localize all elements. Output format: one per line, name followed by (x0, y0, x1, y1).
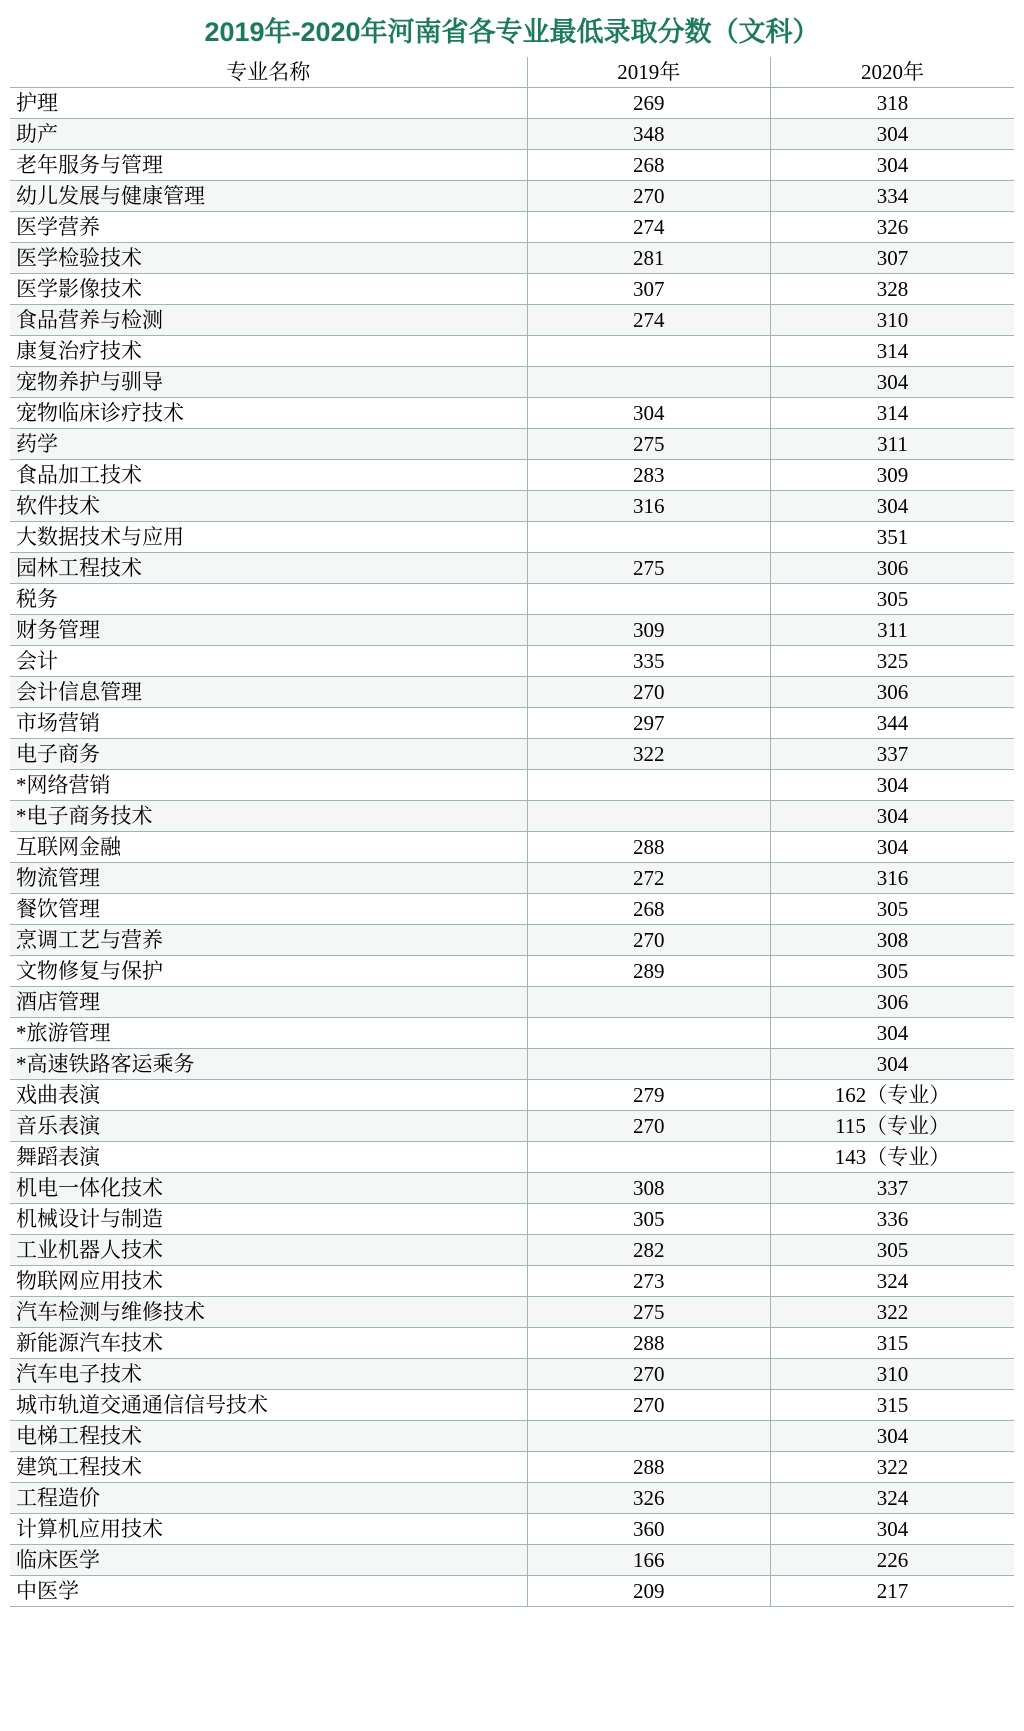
cell-major-name: 康复治疗技术 (10, 336, 527, 367)
cell-major-name: 烹调工艺与营养 (10, 925, 527, 956)
table-header (10, 57, 1014, 88)
cell-major-name: 电梯工程技术 (10, 1421, 527, 1452)
cell-score-2020: 226 (771, 1545, 1014, 1576)
cell-score-2020: 315 (771, 1390, 1014, 1421)
cell-major-name: 市场营销 (10, 708, 527, 739)
cell-score-2019 (527, 336, 770, 367)
cell-major-name: 汽车电子技术 (10, 1359, 527, 1390)
cell-major-name: 计算机应用技术 (10, 1514, 527, 1545)
cell-score-2020: 304 (771, 801, 1014, 832)
cell-major-name: 机械设计与制造 (10, 1204, 527, 1235)
cell-major-name: 医学影像技术 (10, 274, 527, 305)
table-row (10, 460, 1014, 491)
cell-major-name: 大数据技术与应用 (10, 522, 527, 553)
table-row (10, 646, 1014, 677)
cell-major-name: 互联网金融 (10, 832, 527, 863)
cell-score-2020: 305 (771, 584, 1014, 615)
cell-score-2020: 304 (771, 832, 1014, 863)
cell-major-name: 物联网应用技术 (10, 1266, 527, 1297)
table-row (10, 212, 1014, 243)
page-title: 2019年-2020年河南省各专业最低录取分数（文科） (204, 17, 820, 47)
cell-major-name: 汽车检测与维修技术 (10, 1297, 527, 1328)
cell-score-2019 (527, 1049, 770, 1080)
cell-score-2020: 309 (771, 460, 1014, 491)
cell-score-2020: 304 (771, 1514, 1014, 1545)
cell-major-name: 软件技术 (10, 491, 527, 522)
cell-score-2019: 308 (527, 1173, 770, 1204)
table-row (10, 739, 1014, 770)
cell-major-name: *旅游管理 (10, 1018, 527, 1049)
cell-score-2019 (527, 801, 770, 832)
cell-major-name: 食品营养与检测 (10, 305, 527, 336)
cell-score-2020: 314 (771, 336, 1014, 367)
cell-score-2020: 305 (771, 956, 1014, 987)
table-row (10, 770, 1014, 801)
cell-score-2019: 279 (527, 1080, 770, 1111)
cell-score-2020: 351 (771, 522, 1014, 553)
column-header-2019: 2019年 (527, 57, 770, 88)
cell-score-2020: 322 (771, 1297, 1014, 1328)
table-row (10, 1018, 1014, 1049)
cell-score-2019: 288 (527, 1452, 770, 1483)
table-row (10, 987, 1014, 1018)
cell-major-name: 工业机器人技术 (10, 1235, 527, 1266)
cell-score-2020: 306 (771, 553, 1014, 584)
table-row (10, 1235, 1014, 1266)
cell-major-name: 老年服务与管理 (10, 150, 527, 181)
cell-major-name: 机电一体化技术 (10, 1173, 527, 1204)
table-row (10, 274, 1014, 305)
cell-score-2020: 337 (771, 739, 1014, 770)
cell-score-2019: 270 (527, 677, 770, 708)
cell-score-2020: 325 (771, 646, 1014, 677)
table-row (10, 243, 1014, 274)
cell-major-name: 电子商务 (10, 739, 527, 770)
cell-score-2019: 288 (527, 832, 770, 863)
table-row (10, 677, 1014, 708)
cell-score-2019: 309 (527, 615, 770, 646)
table-row (10, 398, 1014, 429)
cell-score-2020: 328 (771, 274, 1014, 305)
cell-score-2019: 274 (527, 305, 770, 336)
cell-score-2019: 274 (527, 212, 770, 243)
cell-score-2019: 270 (527, 1359, 770, 1390)
cell-score-2019 (527, 1421, 770, 1452)
cell-major-name: 中医学 (10, 1576, 527, 1607)
cell-major-name: 物流管理 (10, 863, 527, 894)
cell-major-name: 医学检验技术 (10, 243, 527, 274)
cell-major-name: 宠物养护与驯导 (10, 367, 527, 398)
table-row (10, 1576, 1014, 1607)
cell-major-name: 文物修复与保护 (10, 956, 527, 987)
table-row (10, 1204, 1014, 1235)
cell-major-name: 舞蹈表演 (10, 1142, 527, 1173)
column-header-2020: 2020年 (771, 57, 1014, 88)
cell-score-2019: 209 (527, 1576, 770, 1607)
table-row (10, 522, 1014, 553)
cell-major-name: 宠物临床诊疗技术 (10, 398, 527, 429)
cell-score-2020: 316 (771, 863, 1014, 894)
cell-score-2020: 308 (771, 925, 1014, 956)
cell-score-2019: 275 (527, 1297, 770, 1328)
table-body (10, 88, 1014, 1607)
cell-score-2020: 306 (771, 987, 1014, 1018)
cell-score-2019: 289 (527, 956, 770, 987)
table-row (10, 1421, 1014, 1452)
cell-major-name: 医学营养 (10, 212, 527, 243)
table-row (10, 1359, 1014, 1390)
table-row (10, 1049, 1014, 1080)
table-row (10, 1111, 1014, 1142)
table-row (10, 119, 1014, 150)
table-row (10, 1545, 1014, 1576)
cell-score-2019: 305 (527, 1204, 770, 1235)
table-row (10, 491, 1014, 522)
cell-score-2019: 270 (527, 181, 770, 212)
table-row (10, 956, 1014, 987)
cell-score-2020: 304 (771, 770, 1014, 801)
cell-major-name: 食品加工技术 (10, 460, 527, 491)
cell-score-2020: 115（专业） (771, 1111, 1014, 1142)
cell-score-2020: 315 (771, 1328, 1014, 1359)
cell-score-2020: 310 (771, 305, 1014, 336)
cell-score-2020: 304 (771, 491, 1014, 522)
cell-major-name: 会计 (10, 646, 527, 677)
cell-score-2020: 305 (771, 1235, 1014, 1266)
admission-score-table (10, 57, 1014, 1607)
cell-score-2020: 322 (771, 1452, 1014, 1483)
cell-score-2019: 272 (527, 863, 770, 894)
cell-score-2019 (527, 1142, 770, 1173)
cell-score-2019: 275 (527, 553, 770, 584)
cell-score-2019: 275 (527, 429, 770, 460)
cell-score-2020: 318 (771, 88, 1014, 119)
cell-major-name: 临床医学 (10, 1545, 527, 1576)
cell-major-name: 餐饮管理 (10, 894, 527, 925)
cell-major-name: *电子商务技术 (10, 801, 527, 832)
cell-score-2020: 304 (771, 119, 1014, 150)
cell-score-2019: 268 (527, 894, 770, 925)
cell-major-name: 园林工程技术 (10, 553, 527, 584)
table-row (10, 553, 1014, 584)
table-row (10, 150, 1014, 181)
cell-score-2019: 335 (527, 646, 770, 677)
table-row (10, 1080, 1014, 1111)
cell-score-2019: 268 (527, 150, 770, 181)
cell-score-2019: 288 (527, 1328, 770, 1359)
table-row (10, 801, 1014, 832)
cell-major-name: 税务 (10, 584, 527, 615)
cell-major-name: 药学 (10, 429, 527, 460)
cell-score-2020: 143（专业） (771, 1142, 1014, 1173)
table-row (10, 1266, 1014, 1297)
table-row (10, 429, 1014, 460)
cell-score-2019: 273 (527, 1266, 770, 1297)
cell-score-2019 (527, 584, 770, 615)
cell-major-name: 城市轨道交通通信信号技术 (10, 1390, 527, 1421)
cell-score-2020: 306 (771, 677, 1014, 708)
table-row (10, 88, 1014, 119)
cell-score-2019: 269 (527, 88, 770, 119)
cell-score-2020: 304 (771, 1421, 1014, 1452)
table-row (10, 305, 1014, 336)
cell-major-name: 音乐表演 (10, 1111, 527, 1142)
cell-score-2019 (527, 522, 770, 553)
table-row (10, 584, 1014, 615)
cell-score-2019: 307 (527, 274, 770, 305)
cell-score-2019: 270 (527, 925, 770, 956)
table-row (10, 615, 1014, 646)
table-row (10, 708, 1014, 739)
cell-score-2019: 281 (527, 243, 770, 274)
cell-score-2020: 311 (771, 615, 1014, 646)
cell-major-name: 酒店管理 (10, 987, 527, 1018)
table-header-row (10, 57, 1014, 88)
cell-score-2019 (527, 770, 770, 801)
table-row (10, 1452, 1014, 1483)
cell-score-2019 (527, 987, 770, 1018)
table-row (10, 1297, 1014, 1328)
table-row (10, 181, 1014, 212)
cell-score-2020: 311 (771, 429, 1014, 460)
table-row (10, 832, 1014, 863)
cell-score-2020: 304 (771, 1049, 1014, 1080)
cell-score-2020: 162（专业） (771, 1080, 1014, 1111)
cell-score-2020: 337 (771, 1173, 1014, 1204)
cell-major-name: 建筑工程技术 (10, 1452, 527, 1483)
table-row (10, 863, 1014, 894)
cell-major-name: 幼儿发展与健康管理 (10, 181, 527, 212)
cell-major-name: 戏曲表演 (10, 1080, 527, 1111)
cell-score-2020: 336 (771, 1204, 1014, 1235)
cell-score-2019: 360 (527, 1514, 770, 1545)
cell-score-2019: 166 (527, 1545, 770, 1576)
cell-score-2019 (527, 1018, 770, 1049)
cell-score-2020: 304 (771, 1018, 1014, 1049)
table-row (10, 1483, 1014, 1514)
table-row (10, 894, 1014, 925)
table-row (10, 336, 1014, 367)
table-row (10, 1142, 1014, 1173)
cell-score-2020: 217 (771, 1576, 1014, 1607)
cell-score-2019: 283 (527, 460, 770, 491)
cell-score-2020: 326 (771, 212, 1014, 243)
cell-score-2019: 316 (527, 491, 770, 522)
table-row (10, 1328, 1014, 1359)
table-row (10, 367, 1014, 398)
cell-score-2019: 348 (527, 119, 770, 150)
cell-major-name: 助产 (10, 119, 527, 150)
cell-score-2019: 322 (527, 739, 770, 770)
cell-major-name: 财务管理 (10, 615, 527, 646)
cell-score-2019: 304 (527, 398, 770, 429)
cell-major-name: 工程造价 (10, 1483, 527, 1514)
table-row (10, 1173, 1014, 1204)
cell-major-name: *网络营销 (10, 770, 527, 801)
cell-major-name: 护理 (10, 88, 527, 119)
cell-score-2020: 334 (771, 181, 1014, 212)
table-row (10, 925, 1014, 956)
cell-major-name: 新能源汽车技术 (10, 1328, 527, 1359)
column-header-major: 专业名称 (10, 57, 527, 88)
cell-major-name: *高速铁路客运乘务 (10, 1049, 527, 1080)
cell-score-2019: 326 (527, 1483, 770, 1514)
cell-score-2020: 324 (771, 1266, 1014, 1297)
cell-score-2020: 310 (771, 1359, 1014, 1390)
table-row (10, 1390, 1014, 1421)
cell-score-2019: 297 (527, 708, 770, 739)
table-row (10, 1514, 1014, 1545)
cell-score-2019: 270 (527, 1390, 770, 1421)
cell-score-2019 (527, 367, 770, 398)
cell-score-2020: 304 (771, 150, 1014, 181)
cell-score-2020: 304 (771, 367, 1014, 398)
cell-major-name: 会计信息管理 (10, 677, 527, 708)
cell-score-2020: 344 (771, 708, 1014, 739)
cell-score-2020: 314 (771, 398, 1014, 429)
cell-score-2020: 305 (771, 894, 1014, 925)
cell-score-2020: 324 (771, 1483, 1014, 1514)
cell-score-2019: 270 (527, 1111, 770, 1142)
cell-score-2019: 282 (527, 1235, 770, 1266)
cell-score-2020: 307 (771, 243, 1014, 274)
